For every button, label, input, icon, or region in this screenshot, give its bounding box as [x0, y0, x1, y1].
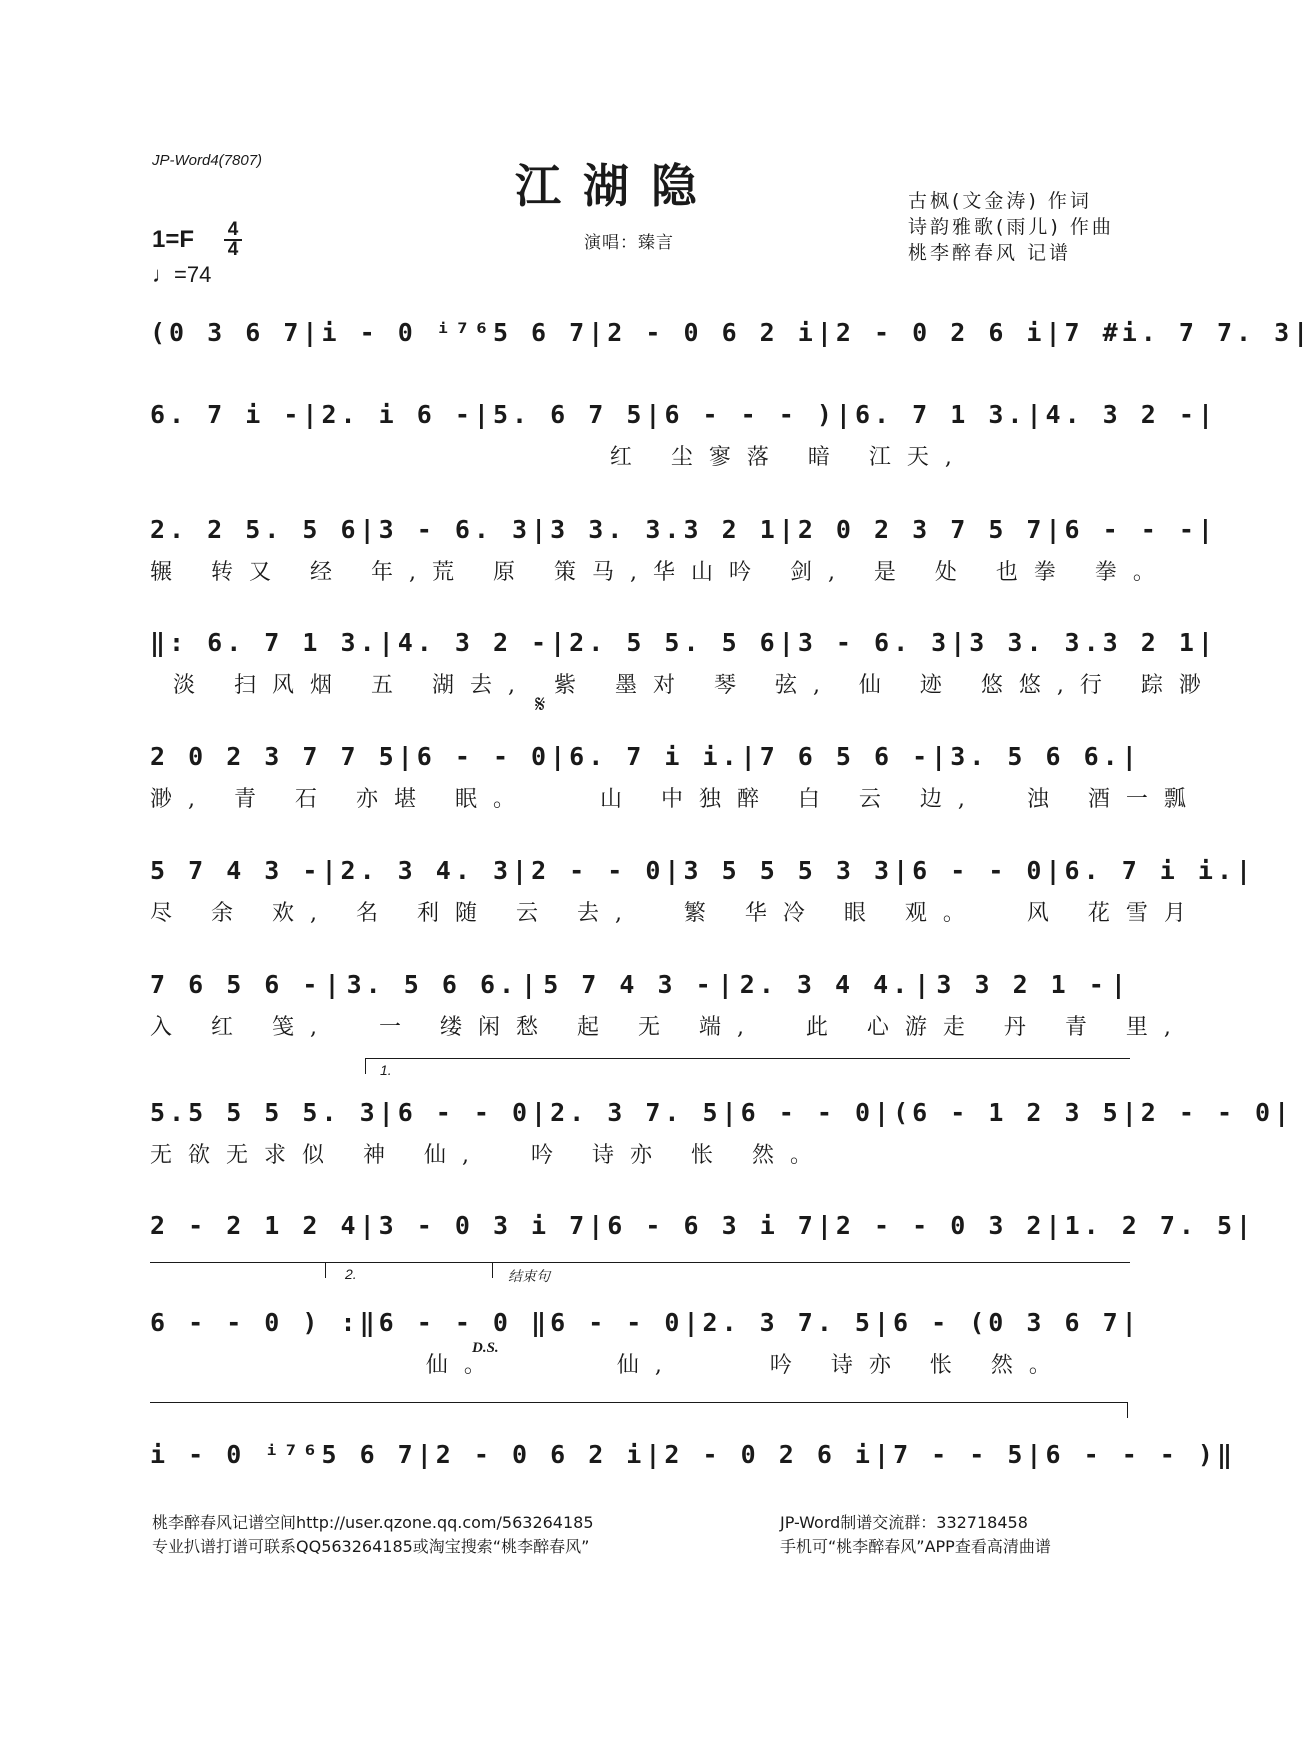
lyric-line: 渺, 青 石 亦堪 眠。 山 中独醉 白 云 边, 浊 酒一瓢: [150, 787, 1202, 812]
barline: |: [473, 400, 493, 429]
measure: 2 0 2 3 7 7 5: [150, 742, 398, 771]
measure: 5. 6 7 5: [492, 400, 646, 429]
barline: |: [302, 318, 322, 347]
barline: |: [1236, 856, 1256, 885]
measure: 4. 3 2 -: [1045, 400, 1198, 429]
notation-line: [150, 742, 1141, 771]
measure: 5 7 4 3 -: [543, 970, 715, 999]
measure: i - 0 ⁱ⁷⁶5 6 7: [321, 318, 589, 347]
measure: 2 0 2 3 7 5 7: [797, 515, 1046, 544]
measure: 3. 5 6 6.: [950, 742, 1122, 771]
measure: 3. 5 6 6.: [346, 970, 519, 999]
barline: |: [1045, 515, 1065, 544]
barline: |: [645, 400, 665, 429]
measure: 6 - 6 3 i 7: [607, 1211, 817, 1240]
barline: |: [378, 1098, 398, 1127]
measure: 6 - - 0 ) :‖: [150, 1308, 379, 1337]
measure: 2 - 0 2 6 i: [664, 1440, 874, 1469]
measure: 3 - 0 3 i 7: [378, 1211, 589, 1240]
measure: 6. 7 1 3.: [854, 400, 1027, 429]
barline: |: [778, 628, 798, 657]
barline: |: [721, 1098, 741, 1127]
notation-line: [150, 318, 1312, 347]
measure: 6 - - 0: [397, 1098, 532, 1127]
measure: 2 - - 0: [531, 856, 665, 885]
volta-1-bracket: [365, 1058, 1130, 1059]
time-signature-top: 4: [227, 219, 239, 240]
barline: |: [1197, 400, 1217, 429]
barline: |: [893, 856, 913, 885]
measure: 6 - (0 3 6 7: [893, 1308, 1122, 1337]
measure: 6. 7 i -: [150, 400, 303, 429]
measure: 7 6 5 6 -: [150, 970, 322, 999]
barline: |: [874, 1440, 894, 1469]
barline: |: [1121, 1098, 1141, 1127]
barline: |: [1045, 856, 1065, 885]
barline: |: [550, 742, 570, 771]
measure: 2. i 6 -: [321, 400, 474, 429]
notation-line: [150, 1308, 1141, 1337]
barline: |: [740, 742, 760, 771]
measure: 6 - - 0 ‖: [378, 1308, 551, 1337]
segno-sign: 𝄋: [535, 690, 546, 718]
barline: |: [324, 970, 344, 999]
volta-1-tick: [365, 1058, 366, 1074]
lyric-line: 红 尘寥落 暗 江天,: [150, 445, 968, 470]
transcriber-credit: 桃李醉春风 记谱: [908, 242, 1072, 264]
measure: 6 - - - )‖: [1045, 1440, 1236, 1469]
composer-credit: 诗韵雅歌(雨儿) 作曲: [908, 216, 1114, 238]
barline: |: [378, 628, 398, 657]
song-title: 江湖隐: [515, 159, 719, 213]
footer-left-line2: 专业扒谱打谱可联系QQ563264185或淘宝搜索“桃李醉春风”: [152, 1537, 590, 1556]
lyric-line: 尽 余 欢, 名 利随 云 去, 繁 华冷 眼 观。 风 花雪月: [150, 901, 1202, 926]
barline: |: [1197, 515, 1217, 544]
measure: 7 #i. 7 7. 3: [1064, 318, 1294, 347]
volta-2-label: 2.: [345, 1266, 357, 1282]
barline: |: [717, 970, 737, 999]
barline: |: [302, 400, 322, 429]
measure: 6. 7 i i.: [569, 742, 741, 771]
barline: |: [874, 1098, 894, 1127]
measure: 2. 3 4. 3: [340, 856, 512, 885]
barline: |: [1026, 400, 1046, 429]
lyric-line: 无欲无求似 神 仙, 吟 诗亦 怅 然。: [150, 1143, 828, 1168]
barline: |: [1045, 1211, 1065, 1240]
measure: 6 - - - ): [664, 400, 836, 429]
barline: |: [950, 628, 970, 657]
notation-line: [150, 1211, 1256, 1240]
measure: (6 - 1 2 3 5: [893, 1098, 1122, 1127]
footer-right-line1: JP-Word制谱交流群：332718458: [780, 1513, 1028, 1532]
notation-line: [150, 856, 1256, 885]
measure: 2 - 2 1 2 4: [150, 1211, 360, 1240]
barline: |: [588, 318, 608, 347]
barline: |: [778, 515, 798, 544]
measure: 2 - - 0: [1140, 1098, 1275, 1127]
measure: 6. 7 i i.: [1064, 856, 1237, 885]
measure: 6 - - -: [1064, 515, 1198, 544]
lyric-line: 淡 扫风烟 五 湖去, 紫 墨对 琴 弦, 仙 迹 悠悠,行 踪渺: [150, 673, 1217, 698]
barline: |: [1121, 742, 1141, 771]
footer-left-line1: 桃李醉春风记谱空间http://user.qzone.qq.com/563264185: [152, 1513, 594, 1532]
measure: i - 0 ⁱ⁷⁶5 6 7: [150, 1440, 417, 1469]
measure: 2 - 0 6 2 i: [435, 1440, 646, 1469]
measure: 7 6 5 6 -: [759, 742, 932, 771]
lyric-line: 仙。 仙, 吟 诗亦 怅 然。: [150, 1353, 1067, 1378]
software-label: JP-Word4(7807): [152, 152, 263, 169]
barline: |: [1236, 1211, 1256, 1240]
barline: |: [531, 515, 551, 544]
measure: 2. 5 5. 5 6: [569, 628, 779, 657]
barline: |: [835, 400, 855, 429]
barline: |: [521, 970, 541, 999]
lyric-line: 入 红 笺, 一 缕闲愁 起 无 端, 此 心游走 丹 青 里,: [150, 1015, 1187, 1040]
measure: 2. 3 7. 5: [550, 1098, 722, 1127]
final-system-tick: [1127, 1402, 1128, 1418]
measure: 5.5 5 5 5. 3: [150, 1098, 379, 1127]
barline: |: [816, 1211, 836, 1240]
measure: 2 - 0 2 6 i: [835, 318, 1046, 347]
measure: 6 - - 0: [740, 1098, 874, 1127]
measure: ‖: 6. 7 1 3.: [150, 628, 379, 657]
barline: |: [1110, 970, 1130, 999]
barline: |: [359, 515, 379, 544]
barline: |: [1045, 318, 1065, 347]
barline: |: [1293, 318, 1312, 347]
barline: |: [931, 742, 951, 771]
barline: |: [321, 856, 341, 885]
time-signature: [222, 219, 244, 260]
final-system-line: [150, 1402, 1128, 1403]
coda-tick: [492, 1262, 493, 1278]
barline: |: [645, 1440, 665, 1469]
key-signature: 1=F: [152, 226, 195, 253]
lyricist-credit: 古枫(文金涛) 作词: [908, 190, 1092, 212]
measure: 3 - 6. 3: [378, 515, 532, 544]
barline: |: [588, 1211, 608, 1240]
measure: 6 - - 0: [912, 856, 1046, 885]
measure: 1. 2 7. 5: [1064, 1211, 1237, 1240]
measure: 3 3. 3.3 2 1: [550, 515, 779, 544]
measure: 4. 3 2 -: [397, 628, 551, 657]
measure: 7 - - 5: [893, 1440, 1027, 1469]
notation-line: [150, 628, 1217, 657]
measure: 2 - 0 6 2 i: [607, 318, 817, 347]
footer-right-line2: 手机可“桃李醉春风”APP查看高清曲谱: [780, 1537, 1051, 1556]
barline: |: [664, 856, 684, 885]
barline: |: [914, 970, 934, 999]
time-signature-bottom: 4: [227, 239, 239, 260]
volta-2-tick: [325, 1262, 326, 1278]
measure: 2. 3 7. 5: [702, 1308, 874, 1337]
barline: |: [1121, 1308, 1141, 1337]
barline: |: [512, 856, 532, 885]
lyric-line: 辗 转又 经 年,荒 原 策马,华山吟 剑, 是 处 也拳 拳。: [150, 560, 1171, 585]
tempo-marking: ♩=74: [152, 262, 212, 287]
measure: 3 5 5 5 3 3: [683, 856, 894, 885]
notation-line: [150, 515, 1217, 544]
measure: 3 - 6. 3: [797, 628, 951, 657]
volta-continuation-line: [150, 1262, 1130, 1263]
measure: 5 7 4 3 -: [150, 856, 322, 885]
barline: |: [531, 1098, 551, 1127]
measure: 2. 3 4 4.: [739, 970, 912, 999]
measure: 6 - - 0: [416, 742, 551, 771]
barline: |: [416, 1440, 436, 1469]
volta-1-label: 1.: [380, 1062, 392, 1078]
notation-line: [150, 1098, 1294, 1127]
barline: |: [1274, 1098, 1294, 1127]
barline: |: [873, 1308, 894, 1337]
barline: |: [1197, 628, 1217, 657]
notation-line: [150, 400, 1217, 429]
barline: |: [1026, 1440, 1046, 1469]
barline: |: [550, 628, 570, 657]
measure: 3 3. 3.3 2 1: [969, 628, 1198, 657]
measure: 6 - - 0: [550, 1308, 684, 1337]
barline: |: [816, 318, 836, 347]
barline: |: [359, 1211, 379, 1240]
measure: (0 3 6 7: [150, 318, 303, 347]
measure: 3 3 2 1 -: [936, 970, 1108, 999]
coda-label: 结束句: [508, 1268, 550, 1284]
ds-marking: D.S.: [472, 1340, 499, 1356]
notation-line: [150, 970, 1130, 999]
barline: |: [397, 742, 417, 771]
barline: |: [683, 1308, 703, 1337]
measure: 2. 2 5. 5 6: [150, 515, 360, 544]
measure: 2 - - 0 3 2: [835, 1211, 1046, 1240]
performer: 演唱：臻言: [584, 233, 674, 253]
notation-line: [150, 1440, 1236, 1469]
